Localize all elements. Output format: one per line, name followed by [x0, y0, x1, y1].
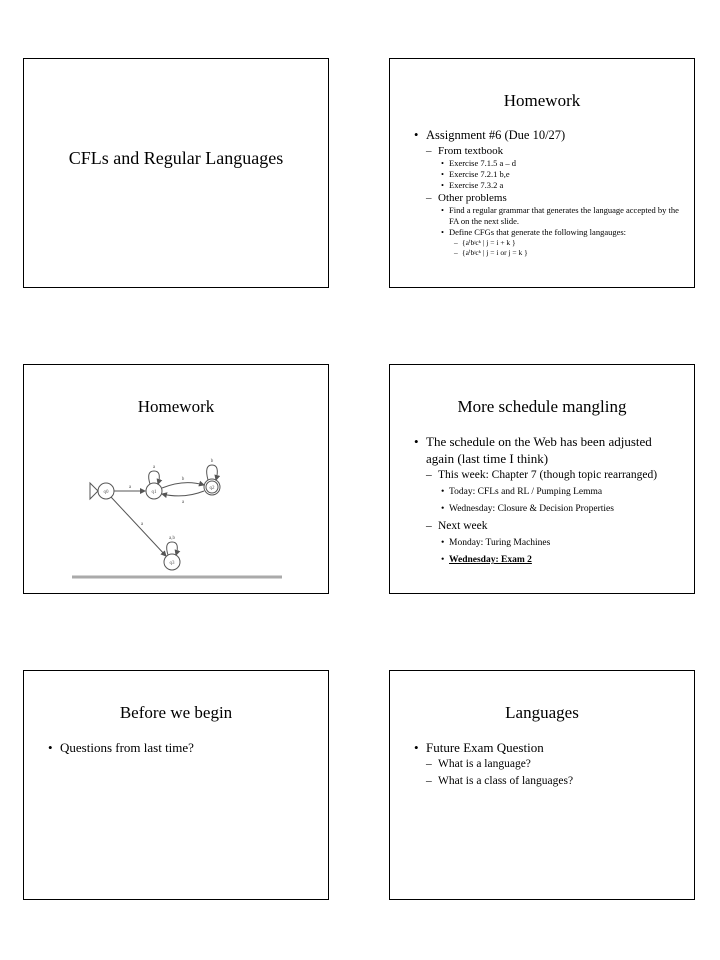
transition-label: b — [181, 477, 185, 482]
slide-title: Before we begin — [119, 703, 233, 722]
sub-bullet: – This week: Chapter 7 (though topic rearranged) — [414, 467, 682, 484]
bullet: • The schedule on the Web has been adjusted again (last time I think) — [414, 433, 682, 467]
schedule-item-highlight — [414, 552, 682, 569]
language-item: – {aⁱbʲcᵏ | j = i + k } — [414, 238, 682, 248]
slide-2 — [389, 58, 695, 288]
sub-bullet: – Next week — [414, 518, 682, 535]
language-item: – {aⁱbʲcᵏ | j = i or j = k } — [414, 248, 682, 258]
slide-content — [414, 739, 682, 790]
sub-bullet: – What is a language? — [414, 756, 682, 773]
slide-title: More schedule mangling — [457, 397, 627, 416]
exam-label: Wednesday: Exam 2 — [449, 555, 532, 565]
transition-q2-q1 — [162, 491, 204, 496]
state-label: q3 — [169, 561, 175, 566]
slide-content — [414, 127, 682, 258]
problem-item: • Define CFGs that generate the following langauges: — [414, 227, 682, 238]
self-loop-q2 — [207, 465, 218, 480]
bullet: • Assignment #6 (Due 10/27) — [414, 127, 682, 144]
self-loop-q1 — [149, 471, 160, 484]
slide-5 — [23, 670, 329, 900]
self-loop-q3 — [167, 542, 178, 555]
slide-1 — [23, 58, 329, 288]
start-arrow — [90, 483, 98, 499]
transition-label: a,b — [169, 536, 175, 541]
finite-automaton-diagram — [64, 445, 294, 585]
sub-bullet: – Other problems — [414, 191, 682, 205]
state-label: q1 — [151, 490, 157, 495]
transition-q1-q2 — [162, 483, 204, 488]
bullet: • Questions from last time? — [48, 739, 316, 756]
slide-title: Homework — [137, 397, 215, 416]
transition-label: b — [210, 459, 214, 464]
slide-content — [414, 433, 682, 569]
bullet: • Future Exam Question — [414, 739, 682, 756]
slide-3 — [23, 364, 329, 594]
transition-label: a — [128, 485, 132, 490]
slide-content — [48, 739, 316, 756]
schedule-item: • Wednesday: Closure & Decision Properties — [414, 501, 682, 518]
transition-q0-q3 — [111, 497, 166, 556]
transition-label: a — [152, 465, 156, 470]
state-label: q0 — [103, 490, 109, 495]
problem-item: • Find a regular grammar that generates the language accepted by the FA on the next slide. — [414, 205, 682, 227]
exercise-item: • Exercise 7.3.2 a — [414, 180, 682, 191]
transition-label: a — [140, 522, 144, 527]
exercise-item: • Exercise 7.2.1 b,e — [414, 169, 682, 180]
slide-title: Homework — [503, 91, 581, 110]
state-label: q2 — [209, 486, 215, 491]
schedule-item: • Monday: Turing Machines — [414, 535, 682, 552]
slide-6 — [389, 670, 695, 900]
slide-4 — [389, 364, 695, 594]
schedule-item: • Today: CFLs and RL / Pumping Lemma — [414, 484, 682, 501]
sub-bullet: – What is a class of languages? — [414, 773, 682, 790]
exercise-item: • Exercise 7.1.5 a – d — [414, 158, 682, 169]
sub-bullet: – From textbook — [414, 144, 682, 158]
slide-title: Languages — [505, 703, 579, 722]
slide-title: CFLs and Regular Languages — [68, 148, 284, 168]
transition-label: a — [181, 500, 185, 505]
